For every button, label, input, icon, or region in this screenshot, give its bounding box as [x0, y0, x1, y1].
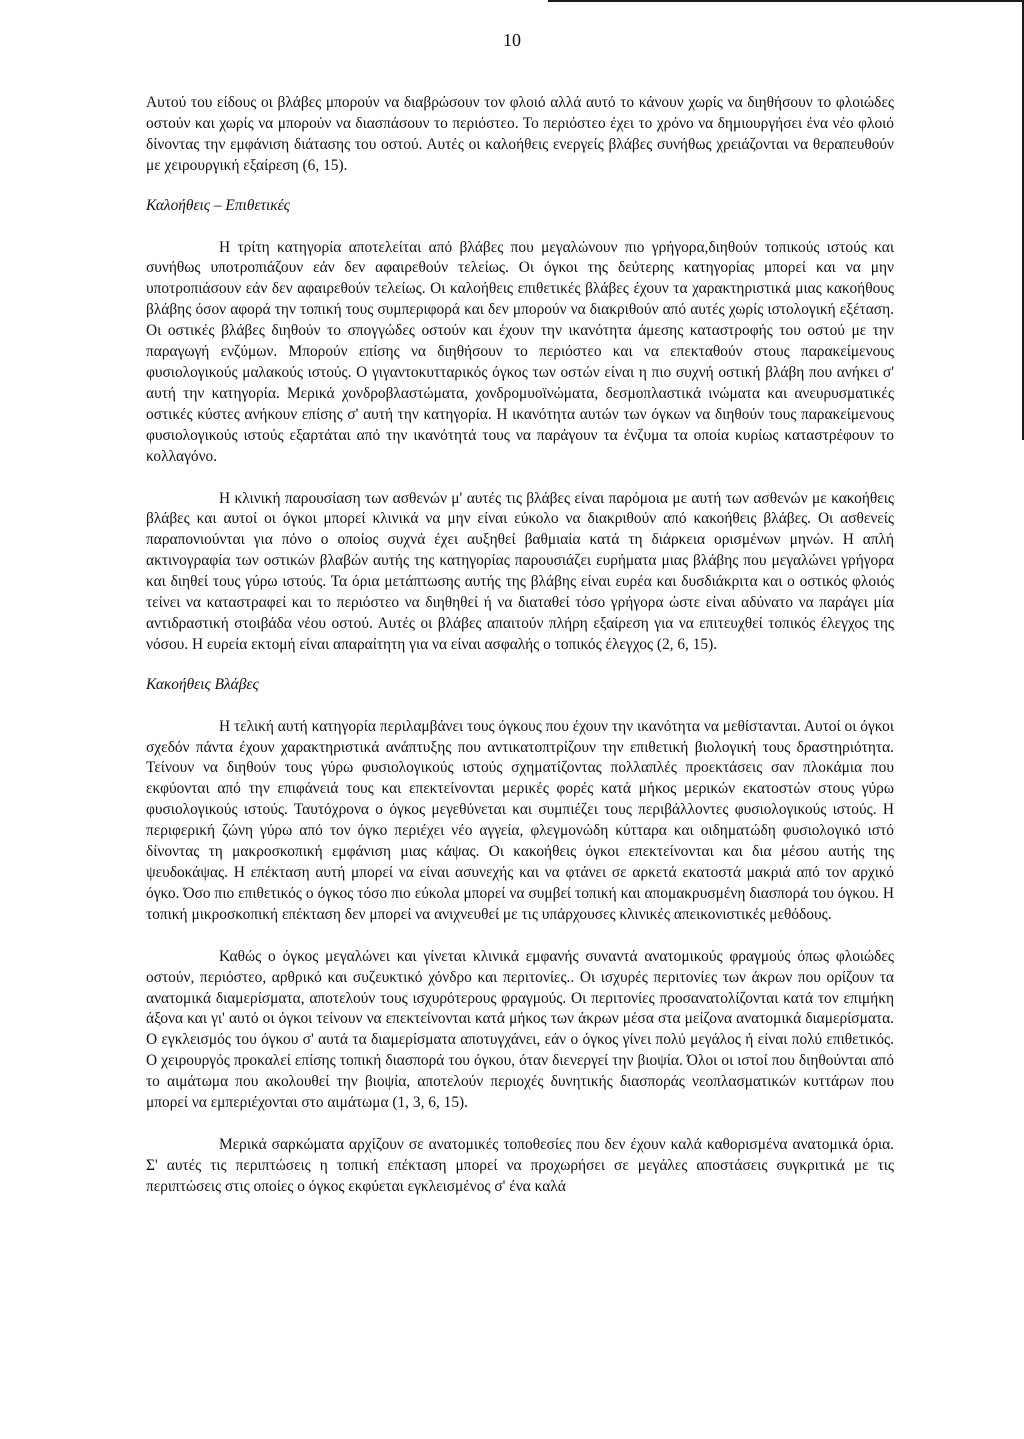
- paragraph-sarcoma-locations: Μερικά σαρκώματα αρχίζουν σε ανατομικές τοποθεσίες που δεν έχουν καλά καθορισμένα ανατομικά όρια. Σ' αυτές τις περιπτώσεις η τοπική επέκταση μπορεί να προχωρήσει σε μεγάλες αποστάσεις συγκριτικά με τις περιπτώσεις στις οποίες ο όγκος εκφύεται εγκλεισμένος σ' ένα καλά: [146, 1135, 894, 1195]
- paragraph-clinical-presentation: Η κλινική παρουσίαση των ασθενών μ' αυτές τις βλάβες είναι παρόμοια με αυτή των ασθενών με κακοήθεις βλάβες και αυτοί οι όγκοι μπορεί κλινικά να μην είναι εύκολο να διακριθούν από κακοήθεις βλάβες. Οι ασθενείς παραπονιούνται για πόνο ο οποίος συχνά έχει αυξηθεί βαθμιαία κατά τη διάρκεια ορισμένων μηνών. Η απλή ακτινογραφία των οστικών βλαβών αυτής της κατηγορίας παρουσιάζει ευρήματα μιας βλάβης που μεγαλώνει γρήγορα και διηθεί τους γύρω ιστούς. Τα όρια μετάπτωσης αυτής της βλάβης είναι ευρέα και δυσδιάκριτα και ο οστικός φλοιός τείνει να καταστραφεί και το περιόστεο να διηθηθεί ή να διαταθεί τόσο γρήγορα ώστε είναι αδύνατο να παράγει μία αντιδραστική στοιβάδα νέου οστού. Αυτές οι βλάβες απαιτούν πλήρη εξαίρεση για να επιτευχθεί τοπικός έλεγχος της νόσου. Η ευρεία εκτομή είναι απαραίτητη για να είναι ασφαλής ο τοπικός έλεγχος (2, 6, 15).: [146, 489, 894, 653]
- page-number: 10: [503, 30, 521, 50]
- paragraph-anatomic-barriers: Καθώς ο όγκος μεγαλώνει και γίνεται κλινικά εμφανής συναντά ανατομικούς φραγμούς όπως φλοιώδες οστούν, περιόστεο, αρθρικό και συζευκτικό χόνδρο και περιτονίες.. Οι ισχυρές περιτονίες των άκρων που ορίζουν τα ανατομικά διαμερίσματα, αποτελούν τους ισχυρότερους φραγμούς. Οι περιτονίες προσανατολίζονται κατά τον επιμήκη άξονα και γι' αυτό οι όγκοι τείνουν να επεκτείνονται κατά μήκος των άκρων μέσα στα μείζονα ανατομικά διαμερίσματα. Ο εγκλεισμός του όγκου σ' αυτά τα διαμερίσματα αποτυγχάνει, εάν ο όγκος γίνει πολύ μεγάλος ή είναι πολύ επιθετικός. Ο χειρουργός προκαλεί επίσης τοπική διασπορά του όγκου, όταν διενεργεί την βιοψία. Όλοι οι ιστοί που διηθούνται από το αιμάτωμα που ακολουθεί την βιοψία, αποτελούν περιοχές δυνητικής διασποράς νεοπλασματικών κυττάρων που μπορεί να εμπεριέχονται στο αιμάτωμα (1, 3, 6, 15).: [146, 947, 894, 1112]
- paragraph-benign-active: Αυτού του είδους οι βλάβες μπορούν να διαβρώσουν τον φλοιό αλλά αυτό το κάνουν χωρίς να διηθήσουν το φλοιώδες οστούν και χωρίς να μπορούν να διασπάσουν το περιόστεο. Το περιόστεο έχει το χρόνο να δημιουργήσει ένα νέο φλοιό δίνοντας την εμφάνιση διάτασης του οστού. Αυτές οι καλοήθεις ενεργείς βλάβες συνήθως χρειάζονται να θεραπευθούν με χειρουργική εξαίρεση (6, 15).: [146, 94, 894, 174]
- scan-border-top: [548, 0, 1024, 2]
- paragraph-malignant-category: Η τελική αυτή κατηγορία περιλαμβάνει τους όγκους που έχουν την ικανότητα να μεθίστανται. Αυτοί οι όγκοι σχεδόν πάντα έχουν χαρακτηριστικά ανάπτυξης που αντικατοπτρίζουν την επιθετική βιολογική τους δραστηριότητα. Τείνουν να διηθούν τους γύρω φυσιολογικούς ιστούς σχηματίζοντας πολλαπλές προεκτάσεις σαν πλοκάμια που εκφύονται από την επιφάνειά τους και επεκτείνονται μερικές φορές κατά μήκος μερικών εκατοστών στους γύρω φυσιολογικούς ιστούς. Ταυτόχρονα ο όγκος μεγεθύνεται και συμπιέζει τους περιβάλλοντες φυσιολογικούς ιστούς. Η περιφερική ζώνη γύρω από τον όγκο περιέχει νέο αγγεία, φλεγμονώδη κύτταρα και οιδηματώδη φυσιολογικό ιστό δίνοντας τη μακροσκοπική εμφάνιση μιας κάψας. Οι κακοήθεις όγκοι επεκτείνονται και δια μέσου αυτής της ψευδοκάψας. Η επέκταση αυτή μπορεί να είναι ασυνεχής και να φτάνει σε αρκετά εκατοστά μακριά από τον αρχικό όγκο. Όσο πιο επιθετικός ο όγκος τόσο πιο εύκολα μπορεί να συμβεί τοπική και απομακρυσμένη διασπορά του όγκου. Η τοπική μικροσκοπική επέκταση δεν μπορεί να ανιχνευθεί με τις υπάρχουσες κλινικές απεικονιστικές μεθόδους.: [146, 717, 894, 923]
- section-heading-malignant: Κακοήθεις Βλάβες: [146, 675, 259, 693]
- document-body: [146, 93, 894, 1198]
- paragraph-third-category: Η τρίτη κατηγορία αποτελείται από βλάβες που μεγαλώνουν πιο γρήγορα,διηθούν τοπικούς ιστούς και συνήθως υποτροπιάζουν εάν δεν αφαιρεθούν τελείως. Οι όγκοι της δεύτερης κατηγορίας μπορεί και να μην υποτροπιάσουν εάν δεν αφαιρεθούν τελείως. Οι καλοήθεις επιθετικές βλάβες έχουν τα χαρακτηριστικά μιας κακοήθους βλάβης όσον αφορά την τοπική τους συμπεριφορά και δεν μπορούν να διακριθούν από αυτές χωρίς ιστολογική εξέταση. Οι οστικές βλάβες διηθούν το σπογγώδες οστούν και έχουν την ικανότητα άμεσης καταστροφής του οστού με την παραγωγή ενζύμων. Μπορούν επίσης να διηθήσουν το περιόστεο και να επεκταθούν στους παρακείμενους φυσιολογικούς μαλακούς ιστούς. Ο γιγαντοκυτταρικός όγκος των οστών είναι η πιο συχνή οστική βλάβη που ανήκει σ' αυτή την κατηγορία. Μερικά χονδροβλαστώματα, χονδρομυοϊνώματα, δεσμοπλαστικά ινώματα και ανευρυσματικές οστικές κύστες ανήκουν επίσης σ' αυτή την κατηγορία. Η ικανότητα αυτών των όγκων να διηθούν τους παρακείμενους φυσιολογικούς ιστούς εξαρτάται από την ικανότητά τους να παράγουν τα ένζυμα τα οποία κυρίως καταστρέφουν το κολλαγόνο.: [146, 238, 894, 465]
- section-heading-benign-aggressive: Καλοήθεις – Επιθετικές: [146, 196, 290, 214]
